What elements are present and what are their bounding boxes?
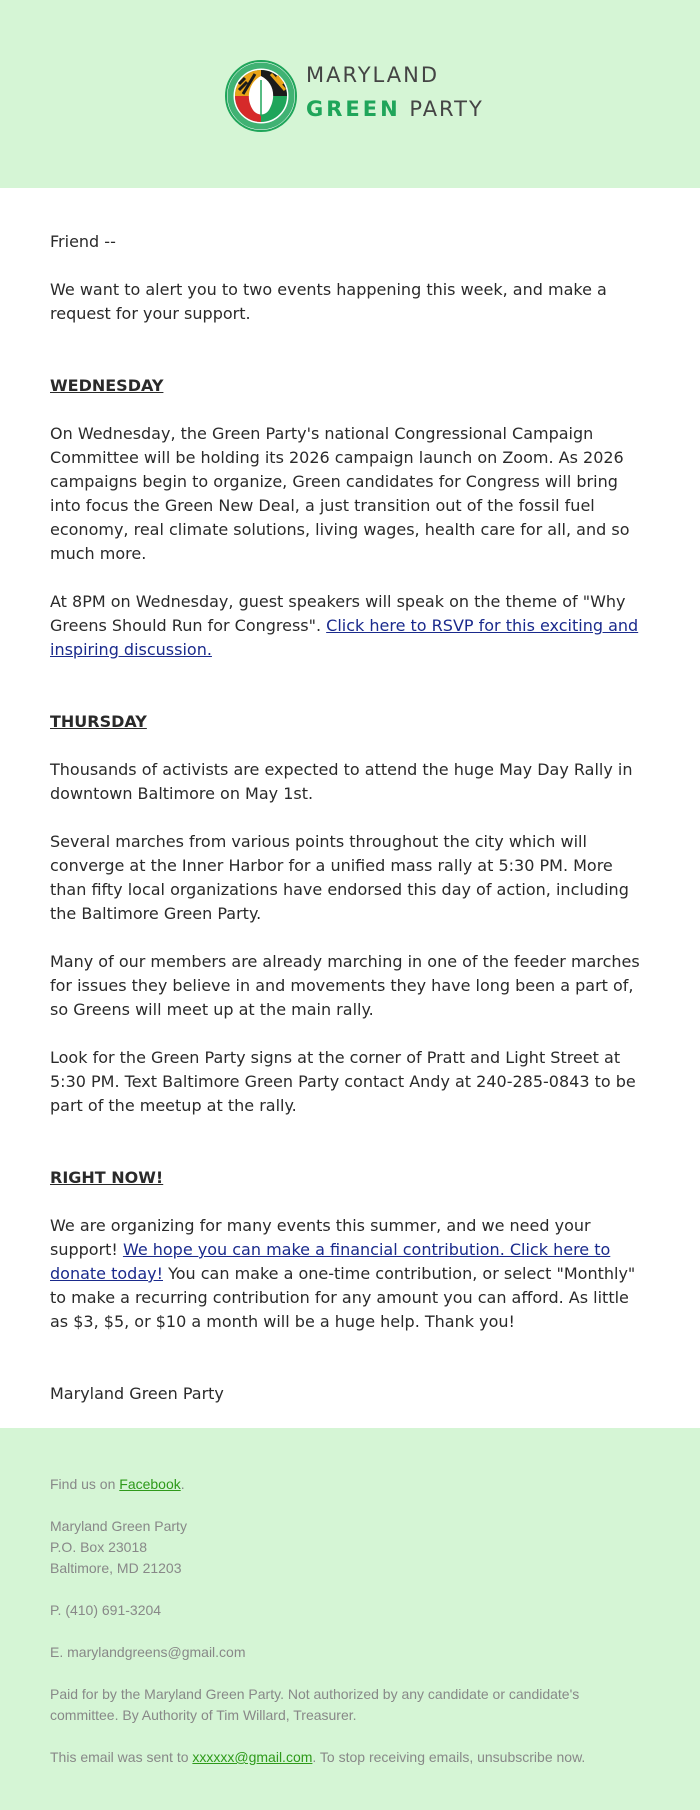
right-now-text-1: We are organizing for many events this summer, and we need your support! [50, 1216, 591, 1259]
footer-po-box: P.O. Box 23018 [50, 1539, 148, 1555]
thursday-paragraph-1: Thousands of activists are expected to attend the huge May Day Rally in downtown Baltimore on May 1st. [50, 760, 633, 803]
sent-to-line [50, 1747, 650, 1768]
recipient-email-link[interactable]: xxxxxx@gmail.com [192, 1749, 313, 1765]
thursday-paragraph-3: Many of our members are already marching in one of the feeder marches for issues they believe in and movements they have long been a part of, so Greens will meet up at the main rally. [50, 952, 640, 1019]
facebook-link[interactable]: Facebook [119, 1476, 181, 1492]
mailing-address [50, 1516, 650, 1579]
right-now-heading: RIGHT NOW! [50, 1168, 164, 1187]
footer-city: Baltimore, MD 21203 [50, 1560, 182, 1576]
sent-suffix: . To stop receiving emails, unsubscribe now. [312, 1749, 586, 1765]
thursday-paragraph-2: Several marches from various points throughout the city which will converge at the Inner Harbor for a unified mass rally at 5:30 PM. More than fifty local organizations have endorsed this day of action, including the Baltimore Green Party. [50, 832, 629, 923]
find-us-prefix: Find us on [50, 1476, 120, 1492]
footer-org-name: Maryland Green Party [50, 1518, 187, 1534]
email-body [0, 188, 700, 1406]
logo-title-green-party [306, 97, 484, 121]
party-logo[interactable] [225, 57, 484, 132]
footer-phone: P. (410) 691-3204 [50, 1602, 162, 1618]
thursday-paragraph-4: Look for the Green Party signs at the corner of Pratt and Light Street at 5:30 PM. Text Baltimore Green Party contact Andy at 240-285-0843 to be part of the meetup at the rally. [50, 1048, 636, 1115]
donate-link[interactable]: We hope you can make a financial contribution. Click here to donate today! [50, 1240, 611, 1283]
rsvp-link[interactable]: Click here to RSVP for this exciting and inspiring discussion. [50, 616, 639, 659]
find-us-suffix: . [180, 1476, 185, 1492]
email-header [0, 0, 700, 188]
right-now-text-2: You can make a one-time contribution, or select "Monthly" to make a recurring contribution for any amount you can afford. As little as $3, $5, or $10 a month will be a huge help. Thank you! [50, 1264, 636, 1331]
find-us-line [50, 1474, 650, 1495]
email-footer [0, 1428, 700, 1810]
wednesday-paragraph-2-text: At 8PM on Wednesday, guest speakers will speak on the theme of "Why Greens Should Run for Congress". [50, 592, 626, 635]
signature: Maryland Green Party [50, 1384, 224, 1403]
footer-email: E. marylandgreens@gmail.com [50, 1644, 246, 1660]
right-now-paragraph [50, 1214, 650, 1334]
sent-prefix: This email was sent to [50, 1749, 193, 1765]
wednesday-paragraph-2 [50, 590, 650, 662]
logo-party-word: PARTY [409, 97, 484, 121]
thursday-heading: THURSDAY [50, 712, 147, 731]
wednesday-paragraph-1: On Wednesday, the Green Party's national Congressional Campaign Committee will be holding its 2026 campaign launch on Zoom. As 2026 campaigns begin to organize, Green candidates for Congress will bring into focus the Green New Deal, a just transition out of the fossil fuel economy, real climate solutions, living wages, health care for all, and so much more. [50, 424, 630, 563]
logo-title-maryland: MARYLAND [306, 63, 439, 87]
greeting: Friend -- [50, 232, 116, 251]
logo-green-word: GREEN [306, 97, 401, 121]
wednesday-heading: WEDNESDAY [50, 376, 164, 395]
intro-paragraph: We want to alert you to two events happening this week, and make a request for your support. [50, 280, 607, 323]
maryland-seal-icon [225, 60, 297, 132]
footer-disclaimer: Paid for by the Maryland Green Party. Not authorized by any candidate or candidate's committee. By Authority of Tim Willard, Treasurer. [50, 1686, 580, 1723]
